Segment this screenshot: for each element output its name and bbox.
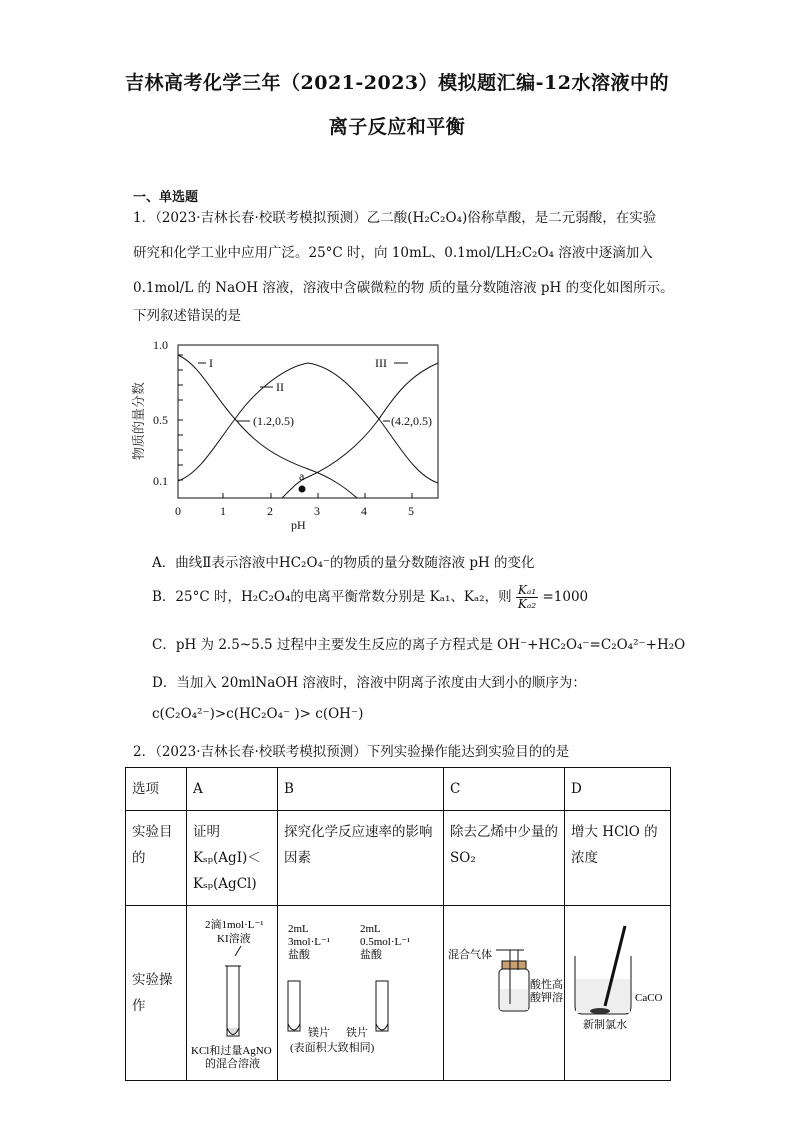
- svg-text:0.5mol·L⁻¹: 0.5mol·L⁻¹: [360, 936, 411, 948]
- experiment-table: [125, 767, 671, 1081]
- table-row-purpose: 实验目的 证明Kₛₚ(AgI)＜Kₛₚ(AgCl) 探究化学反应速率的影响因素 除去乙烯中少量的 SO₂ 增大 HClO 的浓度: [126, 811, 671, 906]
- table-header-row: 选项 A B C D: [126, 768, 671, 811]
- document-title-line1: 吉林高考化学三年（2021-2023）模拟题汇编-12水溶液中的: [125, 72, 669, 94]
- curve-I-label: I: [209, 356, 213, 370]
- curve-II-label: II: [276, 380, 284, 394]
- y-axis-label: [131, 382, 147, 460]
- y-tick-0.5: 0.5: [153, 413, 168, 427]
- q2-stem: 2．（2023·吉林长春·校联考模拟预测）下列实验操作能达到实验目的的是: [133, 744, 570, 760]
- diagram-a-cell: [187, 906, 278, 1081]
- svg-text:盐酸: 盐酸: [288, 949, 310, 961]
- x-axis-label: pH: [291, 518, 306, 532]
- q1-stem-line2: 研究和化学工业中应用广泛。25°C 时，向 10mL、0.1mol/LH₂C₂O₄ 溶液中逐滴加入: [133, 245, 653, 261]
- test-tube-diagram-a: [187, 906, 277, 1071]
- svg-text:2mL: 2mL: [360, 923, 381, 935]
- svg-text:盐酸: 盐酸: [360, 949, 382, 961]
- svg-text:镁片: 镁片: [308, 1027, 330, 1039]
- q1-stem-line3: 0.1mol/L 的 NaOH 溶液，溶液中含碳微粒的物 质的量分数随溶液 pH 的变化如图所示。: [133, 280, 674, 296]
- svg-text:3mol·L⁻¹: 3mol·L⁻¹: [288, 936, 331, 948]
- svg-text:新制氯水: 新制氯水: [583, 1019, 627, 1031]
- option-b: B．25°C 时，H₂C₂O₄的电离平衡常数分别是 Kₐ₁、Kₐ₂，则 $\frac{\text{Kₐ₁}}{\text{Kₐ₂}}$ =1000: [152, 583, 589, 611]
- svg-text:(表面积大致相同): (表面积大致相同): [290, 1042, 375, 1054]
- svg-text:0: 0: [175, 504, 181, 518]
- option-c: C．pH 为 2.5~5.5 过程中主要发生反应的离子方程式是 OH⁻+HC₂O₄⁻=C₂O₄²⁻+H₂O: [152, 637, 686, 653]
- svg-text:2滴1mol·L⁻¹: 2滴1mol·L⁻¹: [205, 919, 264, 931]
- curve-III-label: III: [375, 356, 387, 370]
- svg-text:物质的量分数: 物质的量分数: [132, 381, 147, 460]
- diagram-b-cell: [278, 906, 444, 1081]
- svg-text:混合气体: 混合气体: [448, 949, 492, 961]
- svg-text:3: 3: [314, 504, 320, 518]
- svg-text:KCl和过量AgNO: KCl和过量AgNO: [191, 1045, 272, 1057]
- gas-washing-bottle-diagram: [444, 906, 564, 1071]
- svg-text:4: 4: [361, 504, 367, 518]
- svg-text:KI溶液: KI溶液: [217, 933, 251, 945]
- curve-III: [282, 363, 438, 498]
- annotation-4.2: (4.2,0.5): [391, 414, 432, 428]
- point-a: [299, 486, 306, 493]
- document-title-line2: 离子反应和平衡: [328, 116, 466, 138]
- svg-text:2: 2: [267, 504, 273, 518]
- svg-text:铁片: 铁片: [346, 1027, 368, 1039]
- svg-text:1: 1: [220, 504, 226, 518]
- beaker-diagram: [565, 906, 670, 1071]
- q1-stem-line4: 下列叙述错误的是: [133, 308, 241, 324]
- svg-text:2mL: 2mL: [288, 923, 309, 935]
- svg-text:酸性高: 酸性高: [530, 979, 563, 991]
- svg-text:的混合溶液: 的混合溶液: [205, 1058, 260, 1070]
- ka-ratio-fraction: $\frac{\text{Kₐ₁}}{\text{Kₐ₂}}$: [517, 583, 537, 611]
- q1-stem-line1: 1．（2023·吉林长春·校联考模拟预测）乙二酸(H₂C₂O₄)俗称草酸，是二元弱酸，在实验: [133, 210, 657, 226]
- annotation-a: a: [299, 469, 305, 483]
- svg-text:5: 5: [408, 504, 414, 518]
- table-row-operation: 实验操作 2滴1mol·L⁻¹ KI溶液 KCl和过量AgNO 的混合溶液 2mL 3mol·L⁻¹ 盐酸 2mL 0.5mol·L⁻¹ 盐酸 镁片 铁片 (表面积大致相同) 混合气体 酸性高 酸钾溶 CaCO 新制氯水: [126, 906, 671, 1081]
- option-d-line2: c(C₂O₄²⁻)>c(HC₂O₄⁻ )> c(OH⁻): [152, 706, 364, 722]
- diagram-d-cell: [565, 906, 671, 1081]
- species-fraction-chart: [125, 335, 445, 535]
- svg-text:CaCO: CaCO: [635, 992, 663, 1004]
- option-d-line1: D．当加入 20mlNaOH 溶液时，溶液中阴离子浓度由大到小的顺序为：: [152, 675, 586, 691]
- svg-text:酸钾溶: 酸钾溶: [530, 992, 563, 1004]
- y-tick-0.1: 0.1: [153, 474, 168, 488]
- test-tube-diagram-b: [278, 906, 443, 1071]
- option-a: A．曲线Ⅱ表示溶液中HC₂O₄⁻的物质的量分数随溶液 pH 的变化: [152, 555, 535, 571]
- diagram-c-cell: [444, 906, 565, 1081]
- y-tick-1.0: 1.0: [153, 338, 168, 352]
- section-heading: 一、单选题: [133, 190, 199, 205]
- annotation-1.2: (1.2,0.5): [253, 414, 294, 428]
